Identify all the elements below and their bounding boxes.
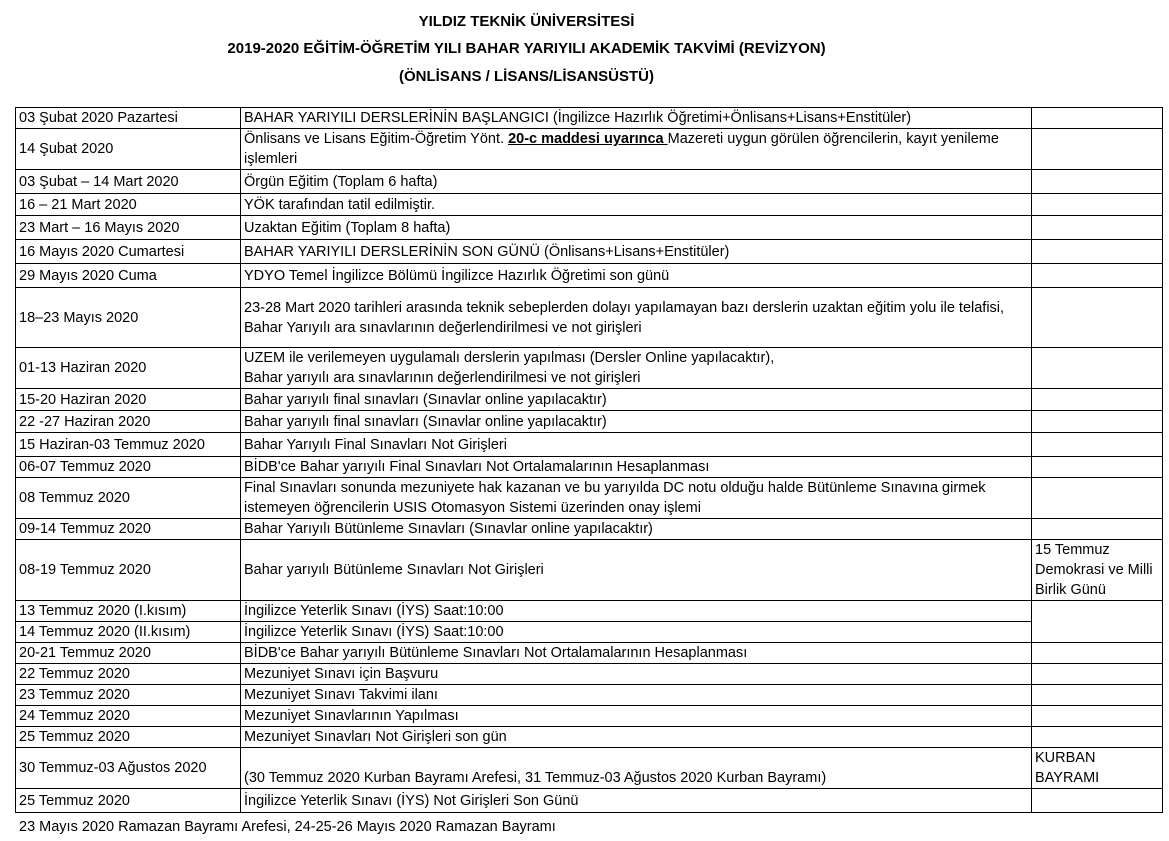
note-cell [1032,240,1163,264]
note-cell [1032,411,1163,433]
note-cell [1032,457,1163,478]
date-cell: 16 – 21 Mart 2020 [16,194,241,216]
table-row [16,789,1163,813]
date-cell: 03 Şubat – 14 Mart 2020 [16,170,241,194]
note-cell [1032,664,1163,685]
description-cell: YÖK tarafından tatil edilmiştir. [241,194,1032,216]
table-row [16,622,1163,643]
date-cell: 29 Mayıs 2020 Cuma [16,264,241,288]
date-cell: 15 Haziran-03 Temmuz 2020 [16,433,241,457]
footer-note: 23 Mayıs 2020 Ramazan Bayramı Arefesi, 24-25-26 Mayıs 2020 Ramazan Bayramı [19,819,556,835]
description-cell: İngilizce Yeterlik Sınavı (İYS) Not Girişleri Son Günü [241,789,1032,813]
date-cell: 13 Temmuz 2020 (I.kısım) [16,601,241,622]
date-cell: 16 Mayıs 2020 Cumartesi [16,240,241,264]
header-scope: (ÖNLİSANS / LİSANS/LİSANSÜSTÜ) [398,68,654,85]
note-cell [1032,789,1163,813]
table-row [16,411,1163,433]
description-cell: İngilizce Yeterlik Sınavı (İYS) Saat:10:00 [241,601,1032,622]
date-cell: 22 Temmuz 2020 [16,664,241,685]
description-cell: BİDB'ce Bahar yarıyılı Final Sınavları Not Ortalamalarının Hesaplanması [241,457,1032,478]
table-row [16,240,1163,264]
description-cell: Mezuniyet Sınavlarının Yapılması [241,706,1032,727]
date-cell: 23 Mart – 16 Mayıs 2020 [16,216,241,240]
description-cell: BAHAR YARIYILI DERSLERİNİN SON GÜNÜ (Önlisans+Lisans+Enstitüler) [241,240,1032,264]
date-cell: 09-14 Temmuz 2020 [16,519,241,540]
date-cell: 18–23 Mayıs 2020 [16,288,241,348]
description-text: Mazereti uygun görülen öğrencilerin, kayıt yenileme işlemleri [244,131,999,167]
date-cell: 01-13 Haziran 2020 [16,348,241,389]
date-cell: 08 Temmuz 2020 [16,478,241,519]
note-cell [1032,194,1163,216]
table-row [16,706,1163,727]
description-cell [241,288,1032,348]
table-row [16,129,1163,170]
date-cell: 03 Şubat 2020 Pazartesi [16,108,241,129]
note-cell [1032,389,1163,411]
description-line: 23-28 Mart 2020 tarihleri arasında teknik sebeplerden dolayı yapılamayan bazı derslerin uzaktan eğitim yolu ile telafisi, [244,299,1005,316]
date-cell: 14 Şubat 2020 [16,129,241,170]
header-university: YILDIZ TEKNİK ÜNİVERSİTESİ [418,13,635,30]
description-cell: Final Sınavları sonunda mezuniyete hak kazanan ve bu yarıyılda DC notu olduğu halde Bütünleme Sınavına girmek istemeyen öğrencilerin USIS Otomasyon Sistemi üzerinden onay işlemi [241,478,1032,519]
table-row [16,348,1163,389]
description-line: Bahar yarıyılı ara sınavlarının değerlendirilmesi ve not girişleri [244,370,641,386]
description-cell: (30 Temmuz 2020 Kurban Bayramı Arefesi, 31 Temmuz-03 Ağustos 2020 Kurban Bayramı) [241,748,1032,789]
date-cell: 15-20 Haziran 2020 [16,389,241,411]
description-cell: BAHAR YARIYILI DERSLERİNİN BAŞLANGICI (İngilizce Hazırlık Öğretimi+Önlisans+Lisans+Enstitüler) [241,108,1032,129]
description-cell: Mezuniyet Sınavları Not Girişleri son gün [241,727,1032,748]
description-cell: Bahar yarıyılı final sınavları (Sınavlar online yapılacaktır) [241,411,1032,433]
date-cell: 25 Temmuz 2020 [16,789,241,813]
table-row [16,727,1163,748]
table-row [16,478,1163,519]
table-row [16,540,1163,601]
description-cell: YDYO Temel İngilizce Bölümü İngilizce Hazırlık Öğretimi son günü [241,264,1032,288]
table-row [16,519,1163,540]
note-cell [1032,170,1163,194]
date-cell: 24 Temmuz 2020 [16,706,241,727]
description-cell [241,348,1032,389]
note-cell [1032,288,1163,348]
holiday-note: KURBAN BAYRAMI [1032,748,1163,789]
description-cell: Uzaktan Eğitim (Toplam 8 hafta) [241,216,1032,240]
date-cell: 06-07 Temmuz 2020 [16,457,241,478]
date-cell: 23 Temmuz 2020 [16,685,241,706]
description-cell: Mezuniyet Sınavı için Başvuru [241,664,1032,685]
note-cell [1032,685,1163,706]
table-row [16,748,1163,789]
table-row [16,194,1163,216]
table-row [16,433,1163,457]
regulation-reference: 20-c maddesi uyarınca [508,131,668,147]
note-cell [1032,478,1163,519]
note-cell [1032,216,1163,240]
table-row [16,457,1163,478]
date-cell: 25 Temmuz 2020 [16,727,241,748]
note-cell [1032,129,1163,170]
table-row [16,216,1163,240]
note-cell [1032,643,1163,664]
date-cell: 14 Temmuz 2020 (II.kısım) [16,622,241,643]
table-row [16,288,1163,348]
date-cell: 22 -27 Haziran 2020 [16,411,241,433]
description-cell: İngilizce Yeterlik Sınavı (İYS) Saat:10:00 [241,622,1032,643]
note-cell [1032,348,1163,389]
holiday-note: 15 Temmuz Demokrasi ve Milli Birlik Günü [1032,540,1163,601]
note-cell [1032,264,1163,288]
table-row [16,685,1163,706]
note-cell [1032,601,1163,643]
description-text: Önlisans ve Lisans Eğitim-Öğretim Yönt. [244,131,509,147]
table-row [16,170,1163,194]
description-cell [241,129,1032,170]
table-row [16,643,1163,664]
date-cell: 30 Temmuz-03 Ağustos 2020 [16,748,241,789]
description-cell: Mezuniyet Sınavı Takvimi ilanı [241,685,1032,706]
note-cell [1032,519,1163,540]
note-cell [1032,433,1163,457]
description-cell: BİDB'ce Bahar yarıyılı Bütünleme Sınavları Not Ortalamalarının Hesaplanması [241,643,1032,664]
date-cell: 08-19 Temmuz 2020 [16,540,241,601]
date-cell: 20-21 Temmuz 2020 [16,643,241,664]
table-row [16,264,1163,288]
description-cell: Bahar yarıyılı final sınavları (Sınavlar online yapılacaktır) [241,389,1032,411]
note-cell [1032,727,1163,748]
header-calendar-title: 2019-2020 EĞİTİM-ÖĞRETİM YILI BAHAR YARIYILI AKADEMİK TAKVİMİ (REVİZYON) [227,40,826,57]
note-cell [1032,706,1163,727]
description-cell: Örgün Eğitim (Toplam 6 hafta) [241,170,1032,194]
table-row [16,108,1163,129]
description-line: Bahar Yarıyılı ara sınavlarının değerlendirilmesi ve not girişleri [244,319,642,336]
calendar-table [15,107,1163,813]
description-cell: Bahar Yarıyılı Bütünleme Sınavları (Sınavlar online yapılacaktır) [241,519,1032,540]
table-row [16,601,1163,622]
description-line: UZEM ile verilemeyen uygulamalı derslerin yapılması (Dersler Online yapılacaktır), [244,350,775,366]
table-row [16,664,1163,685]
note-cell [1032,108,1163,129]
description-cell: Bahar Yarıyılı Final Sınavları Not Girişleri [241,433,1032,457]
description-cell: Bahar yarıyılı Bütünleme Sınavları Not Girişleri [241,540,1032,601]
table-row [16,389,1163,411]
